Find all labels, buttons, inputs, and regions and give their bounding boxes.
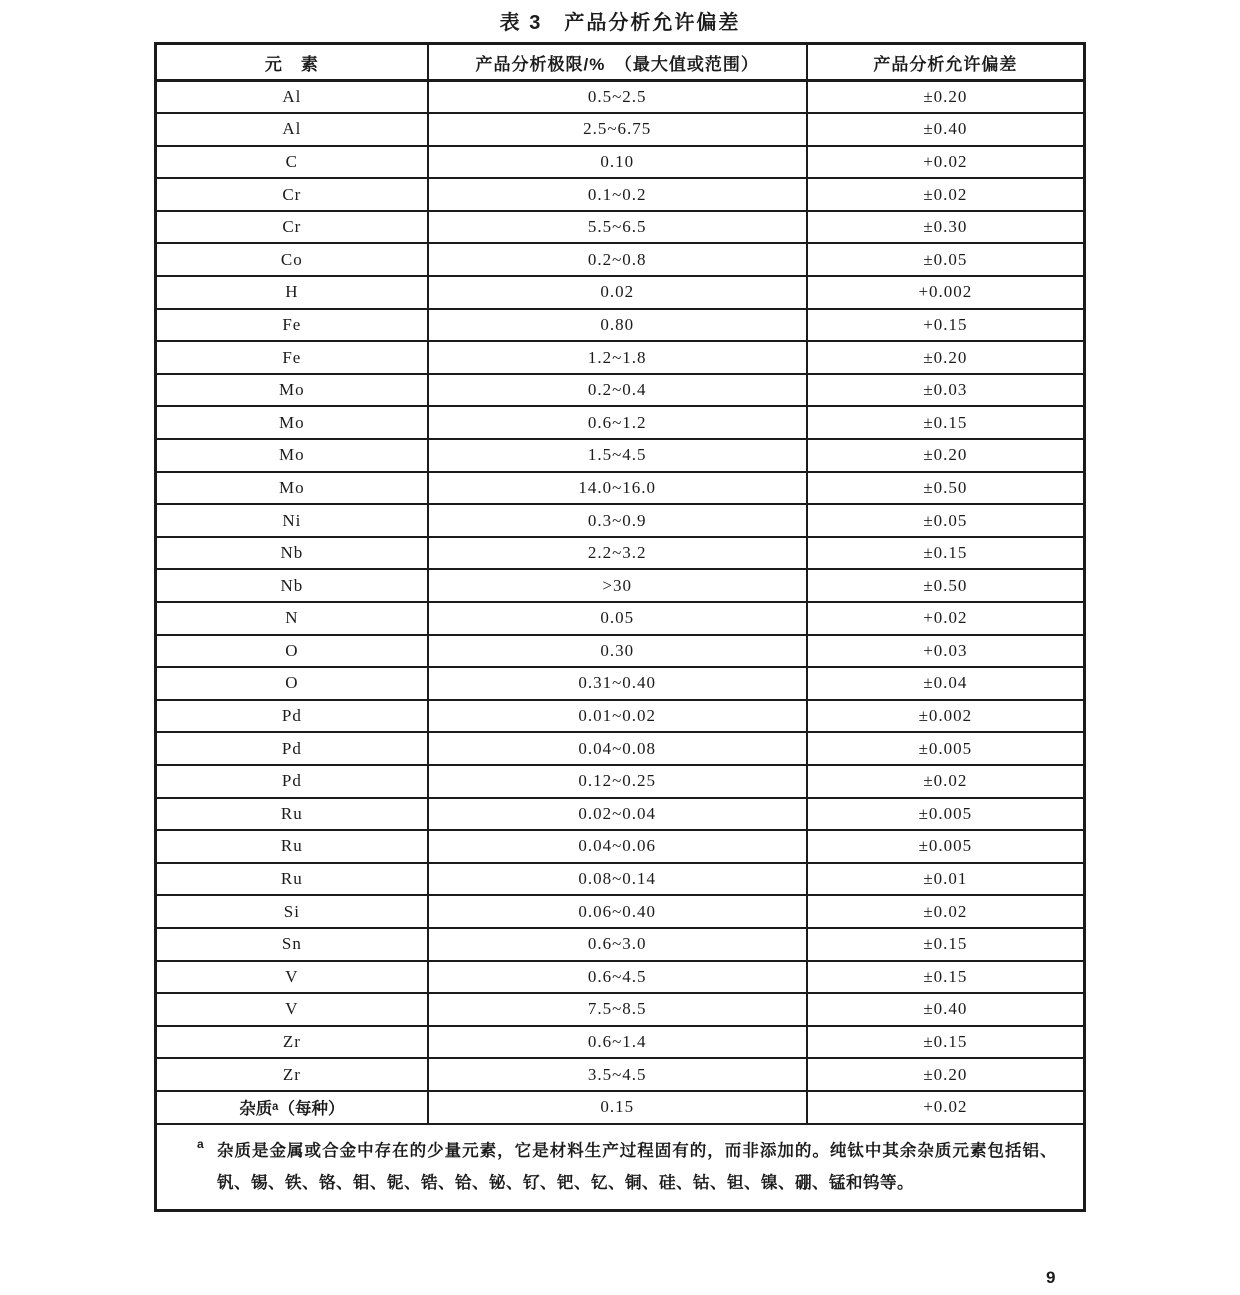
header-row — [156, 44, 1085, 81]
analysis-limit-cell: 3.5~4.5 — [428, 1058, 807, 1091]
deviation-cell: ±0.50 — [807, 472, 1085, 505]
deviation-cell: ±0.02 — [807, 895, 1085, 928]
element-cell: C — [156, 146, 428, 179]
deviation-cell: ±0.002 — [807, 700, 1085, 733]
analysis-limit-cell: 0.2~0.8 — [428, 243, 807, 276]
analysis-limit-cell: 2.5~6.75 — [428, 113, 807, 146]
table-row — [156, 863, 1085, 896]
analysis-limit-cell: 0.10 — [428, 146, 807, 179]
deviation-cell: ±0.40 — [807, 993, 1085, 1026]
footnote-text: 杂质是金属或合金中存在的少量元素，它是材料生产过程固有的，而非添加的。纯钛中其余杂质元素包括铝、钒、锡、铁、铬、钼、铌、锆、铪、铋、钌、钯、钇、铜、硅、钴、钽、镍、硼、锰和钨等。 — [217, 1141, 1057, 1192]
analysis-limit-cell: 0.30 — [428, 635, 807, 668]
footnote — [157, 1125, 1083, 1209]
deviation-cell: ±0.03 — [807, 374, 1085, 407]
element-cell: Al — [156, 113, 428, 146]
analysis-limit-cell: 0.6~4.5 — [428, 961, 807, 994]
deviation-cell: ±0.15 — [807, 406, 1085, 439]
element-cell: Cr — [156, 211, 428, 244]
element-cell: Al — [156, 81, 428, 114]
table-row — [156, 406, 1085, 439]
analysis-deviation-table — [154, 42, 1086, 1212]
analysis-limit-cell: 7.5~8.5 — [428, 993, 807, 1026]
deviation-cell: +0.02 — [807, 602, 1085, 635]
element-cell: Cr — [156, 178, 428, 211]
footnote-cell — [156, 1124, 1085, 1211]
element-cell: Ni — [156, 504, 428, 537]
analysis-limit-cell: 0.02~0.04 — [428, 798, 807, 831]
table-row — [156, 667, 1085, 700]
table-row — [156, 569, 1085, 602]
element-cell: Co — [156, 243, 428, 276]
table-row — [156, 765, 1085, 798]
element-cell: Pd — [156, 765, 428, 798]
element-cell: Pd — [156, 700, 428, 733]
table-row — [156, 211, 1085, 244]
analysis-limit-cell: 5.5~6.5 — [428, 211, 807, 244]
deviation-cell: +0.002 — [807, 276, 1085, 309]
element-cell: Si — [156, 895, 428, 928]
table-row — [156, 961, 1085, 994]
element-cell: Fe — [156, 341, 428, 374]
analysis-limit-cell: 14.0~16.0 — [428, 472, 807, 505]
element-cell: Mo — [156, 374, 428, 407]
analysis-limit-cell: 0.12~0.25 — [428, 765, 807, 798]
analysis-limit-cell: 0.3~0.9 — [428, 504, 807, 537]
table-row — [156, 113, 1085, 146]
deviation-cell: +0.02 — [807, 1091, 1085, 1124]
analysis-limit-cell: 0.6~1.2 — [428, 406, 807, 439]
deviation-cell: ±0.05 — [807, 504, 1085, 537]
element-cell: 杂质ᵃ（每种） — [156, 1091, 428, 1124]
element-cell: Nb — [156, 569, 428, 602]
element-cell: H — [156, 276, 428, 309]
deviation-cell: ±0.20 — [807, 1058, 1085, 1091]
table-row — [156, 504, 1085, 537]
element-cell: N — [156, 602, 428, 635]
analysis-limit-cell: 0.15 — [428, 1091, 807, 1124]
table-row — [156, 472, 1085, 505]
analysis-limit-cell: 0.2~0.4 — [428, 374, 807, 407]
analysis-limit-cell: 0.08~0.14 — [428, 863, 807, 896]
analysis-limit-cell: 0.05 — [428, 602, 807, 635]
element-cell: Mo — [156, 439, 428, 472]
table-row — [156, 341, 1085, 374]
analysis-limit-cell: 0.04~0.06 — [428, 830, 807, 863]
footnote-row — [156, 1124, 1085, 1211]
deviation-cell: ±0.04 — [807, 667, 1085, 700]
table-row — [156, 1058, 1085, 1091]
analysis-limit-cell: 1.2~1.8 — [428, 341, 807, 374]
footnote-marker: a — [197, 1136, 205, 1151]
page-number: 9 — [1046, 1268, 1056, 1287]
element-cell: Sn — [156, 928, 428, 961]
deviation-cell: ±0.20 — [807, 439, 1085, 472]
element-cell: Zr — [156, 1026, 428, 1059]
deviation-cell: ±0.20 — [807, 341, 1085, 374]
deviation-cell: ±0.15 — [807, 961, 1085, 994]
analysis-limit-cell: >30 — [428, 569, 807, 602]
deviation-cell: ±0.02 — [807, 765, 1085, 798]
table-row — [156, 309, 1085, 342]
table-row — [156, 635, 1085, 668]
deviation-cell: ±0.15 — [807, 928, 1085, 961]
deviation-cell: ±0.15 — [807, 537, 1085, 570]
analysis-limit-cell: 0.31~0.40 — [428, 667, 807, 700]
deviation-cell: ±0.05 — [807, 243, 1085, 276]
element-cell: Pd — [156, 732, 428, 765]
deviation-cell: ±0.01 — [807, 863, 1085, 896]
analysis-limit-cell: 0.06~0.40 — [428, 895, 807, 928]
analysis-limit-cell: 0.80 — [428, 309, 807, 342]
element-cell: Mo — [156, 472, 428, 505]
deviation-cell: ±0.50 — [807, 569, 1085, 602]
element-cell: Nb — [156, 537, 428, 570]
analysis-limit-cell: 0.5~2.5 — [428, 81, 807, 114]
table-row — [156, 537, 1085, 570]
table-row — [156, 602, 1085, 635]
table-row — [156, 243, 1085, 276]
table-row — [156, 374, 1085, 407]
col-header-analysis-limit: 产品分析极限/% （最大值或范围） — [428, 44, 807, 81]
analysis-limit-cell: 0.6~1.4 — [428, 1026, 807, 1059]
deviation-cell: +0.15 — [807, 309, 1085, 342]
analysis-limit-cell: 1.5~4.5 — [428, 439, 807, 472]
element-cell: Ru — [156, 830, 428, 863]
table-row — [156, 178, 1085, 211]
table-title: 表 3 产品分析允许偏差 — [499, 12, 741, 34]
table-row — [156, 439, 1085, 472]
deviation-cell: ±0.30 — [807, 211, 1085, 244]
analysis-limit-cell: 0.01~0.02 — [428, 700, 807, 733]
table-row — [156, 81, 1085, 114]
analysis-limit-cell: 0.1~0.2 — [428, 178, 807, 211]
deviation-cell: ±0.40 — [807, 113, 1085, 146]
deviation-cell: +0.02 — [807, 146, 1085, 179]
analysis-limit-cell: 0.6~3.0 — [428, 928, 807, 961]
analysis-limit-cell: 0.02 — [428, 276, 807, 309]
table-row — [156, 993, 1085, 1026]
deviation-cell: ±0.20 — [807, 81, 1085, 114]
deviation-cell: ±0.005 — [807, 798, 1085, 831]
table-row — [156, 1026, 1085, 1059]
deviation-cell: ±0.15 — [807, 1026, 1085, 1059]
col-header-allowed-deviation: 产品分析允许偏差 — [807, 44, 1085, 81]
table-row — [156, 895, 1085, 928]
element-cell: Mo — [156, 406, 428, 439]
col-header-element: 元 素 — [156, 44, 428, 81]
table-row — [156, 276, 1085, 309]
analysis-limit-cell: 0.04~0.08 — [428, 732, 807, 765]
table-row — [156, 146, 1085, 179]
table-row — [156, 732, 1085, 765]
table-row — [156, 928, 1085, 961]
element-cell: O — [156, 635, 428, 668]
element-cell: Zr — [156, 1058, 428, 1091]
element-cell: Ru — [156, 863, 428, 896]
analysis-limit-cell: 2.2~3.2 — [428, 537, 807, 570]
element-cell: Ru — [156, 798, 428, 831]
deviation-cell: ±0.005 — [807, 830, 1085, 863]
table-row — [156, 1091, 1085, 1124]
table-row — [156, 830, 1085, 863]
element-cell: Fe — [156, 309, 428, 342]
table-body — [156, 81, 1085, 1124]
element-cell: O — [156, 667, 428, 700]
table-row — [156, 798, 1085, 831]
deviation-cell: +0.03 — [807, 635, 1085, 668]
element-cell: V — [156, 961, 428, 994]
deviation-cell: ±0.005 — [807, 732, 1085, 765]
deviation-cell: ±0.02 — [807, 178, 1085, 211]
table-row — [156, 700, 1085, 733]
element-cell: V — [156, 993, 428, 1026]
